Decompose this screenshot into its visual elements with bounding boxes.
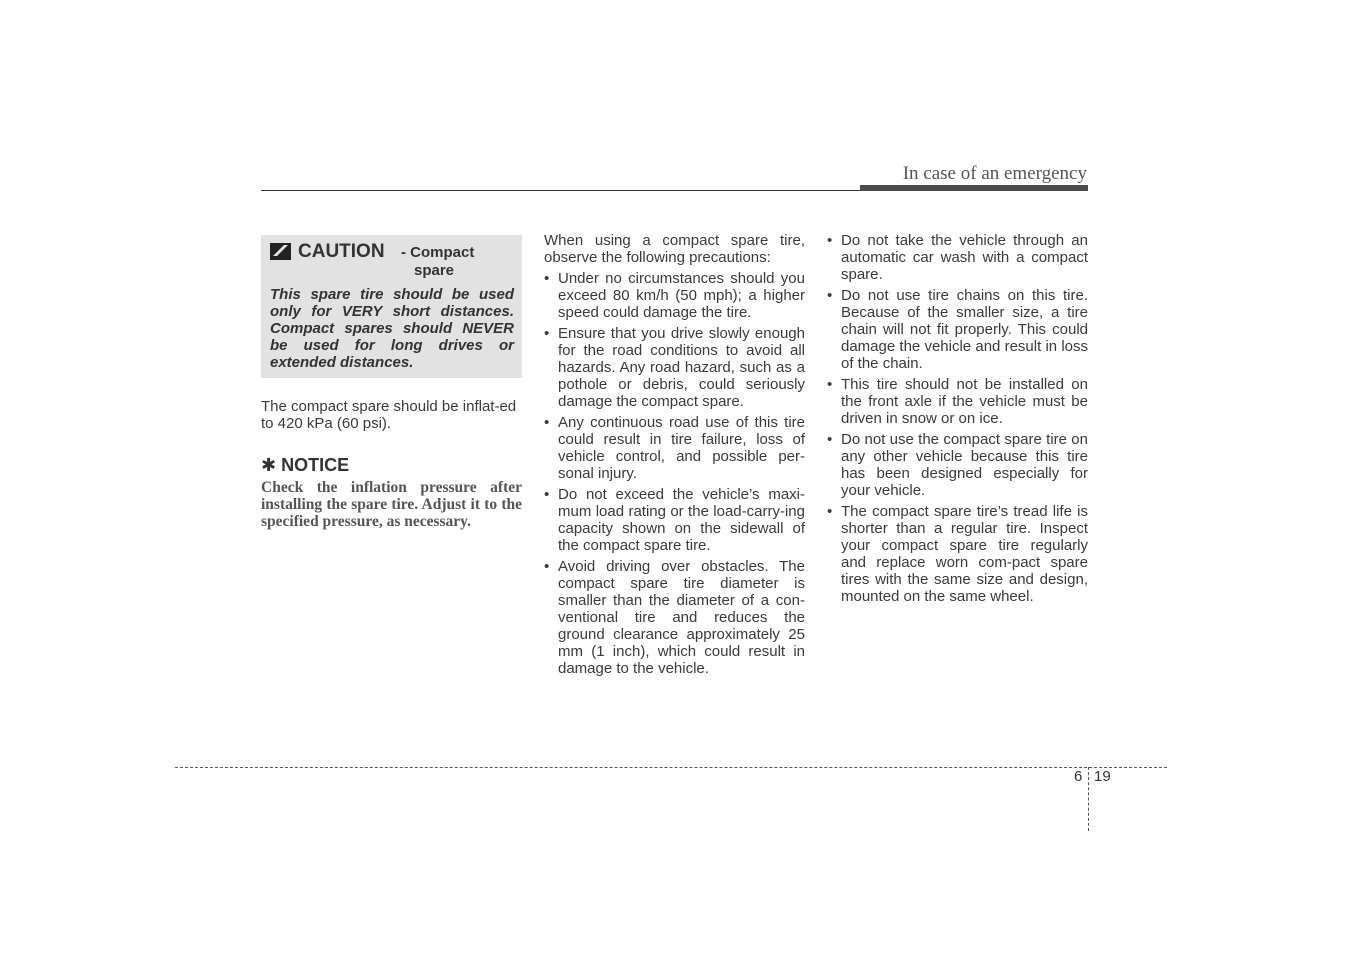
header-accent-bar — [860, 185, 1088, 191]
chapter-number: 6 — [1074, 768, 1083, 785]
caution-text: This spare tire should be used only for VERY short distances. Compact spares should NEVER be used for long drives or extended distances. — [270, 286, 514, 371]
list-item: • Do not use the compact spare tire on any other vehicle because this tire has been designed especially for your vehicle. — [827, 431, 1088, 499]
list-item: • Do not take the vehicle through an automatic car wash with a compact spare. — [827, 232, 1088, 283]
precautions-column-1 — [544, 232, 805, 681]
list-item: • This tire should not be installed on the front axle if the vehicle must be driven in snow or on ice. — [827, 376, 1088, 427]
list-item: • Do not exceed the vehicle’s maxi-mum load rating or the load-carry-ing capacity shown on the sidewall of the compact spare tire. — [544, 486, 805, 554]
list-item: • Any continuous road use of this tire could result in tire failure, loss of vehicle control, and possible per-sonal injury. — [544, 414, 805, 482]
list-item: • The compact spare tire’s tread life is shorter than a regular tire. Inspect your compact spare tire regularly and replace worn com-pact spare tires with the same size and design, mounted on the same wheel. — [827, 503, 1088, 605]
notice-title: ✱ NOTICE — [261, 455, 350, 475]
footer-dashed-rule — [175, 767, 1167, 768]
caution-slash-icon — [270, 243, 291, 260]
caution-box — [261, 235, 522, 378]
page-number: 19 — [1094, 768, 1111, 785]
list-item: • Under no circumstances should you exceed 80 km/h (50 mph); a higher speed could damage the tire. — [544, 270, 805, 321]
precautions-intro: When using a compact spare tire, observe the following precautions: — [544, 232, 805, 266]
list-item: • Ensure that you drive slowly enough for the road conditions to avoid all hazards. Any road hazard, such as a pothole or debris, could seriously damage the compact spare. — [544, 325, 805, 410]
section-title: In case of an emergency — [902, 163, 1087, 184]
caution-label: CAUTION — [298, 241, 385, 262]
inflation-text: The compact spare should be inflat-ed to 420 kPa (60 psi). — [261, 398, 517, 432]
notice-text: Check the inflation pressure after installing the spare tire. Adjust it to the specified pressure, as necessary. — [261, 479, 522, 530]
caution-subtitle: - Compact spare — [401, 244, 475, 279]
list-item: • Avoid driving over obstacles. The compact spare tire diameter is smaller than the diameter of a con-ventional tire and reduces the ground clearance approximately 25 mm (1 inch), which could result in damage to the vehicle. — [544, 558, 805, 677]
list-item: • Do not use tire chains on this tire. Because of the smaller size, a tire chain will not fit properly. This could damage the vehicle and result in loss of the chain. — [827, 287, 1088, 372]
precautions-column-2 — [827, 232, 1088, 609]
page-number-divider — [1088, 767, 1089, 831]
